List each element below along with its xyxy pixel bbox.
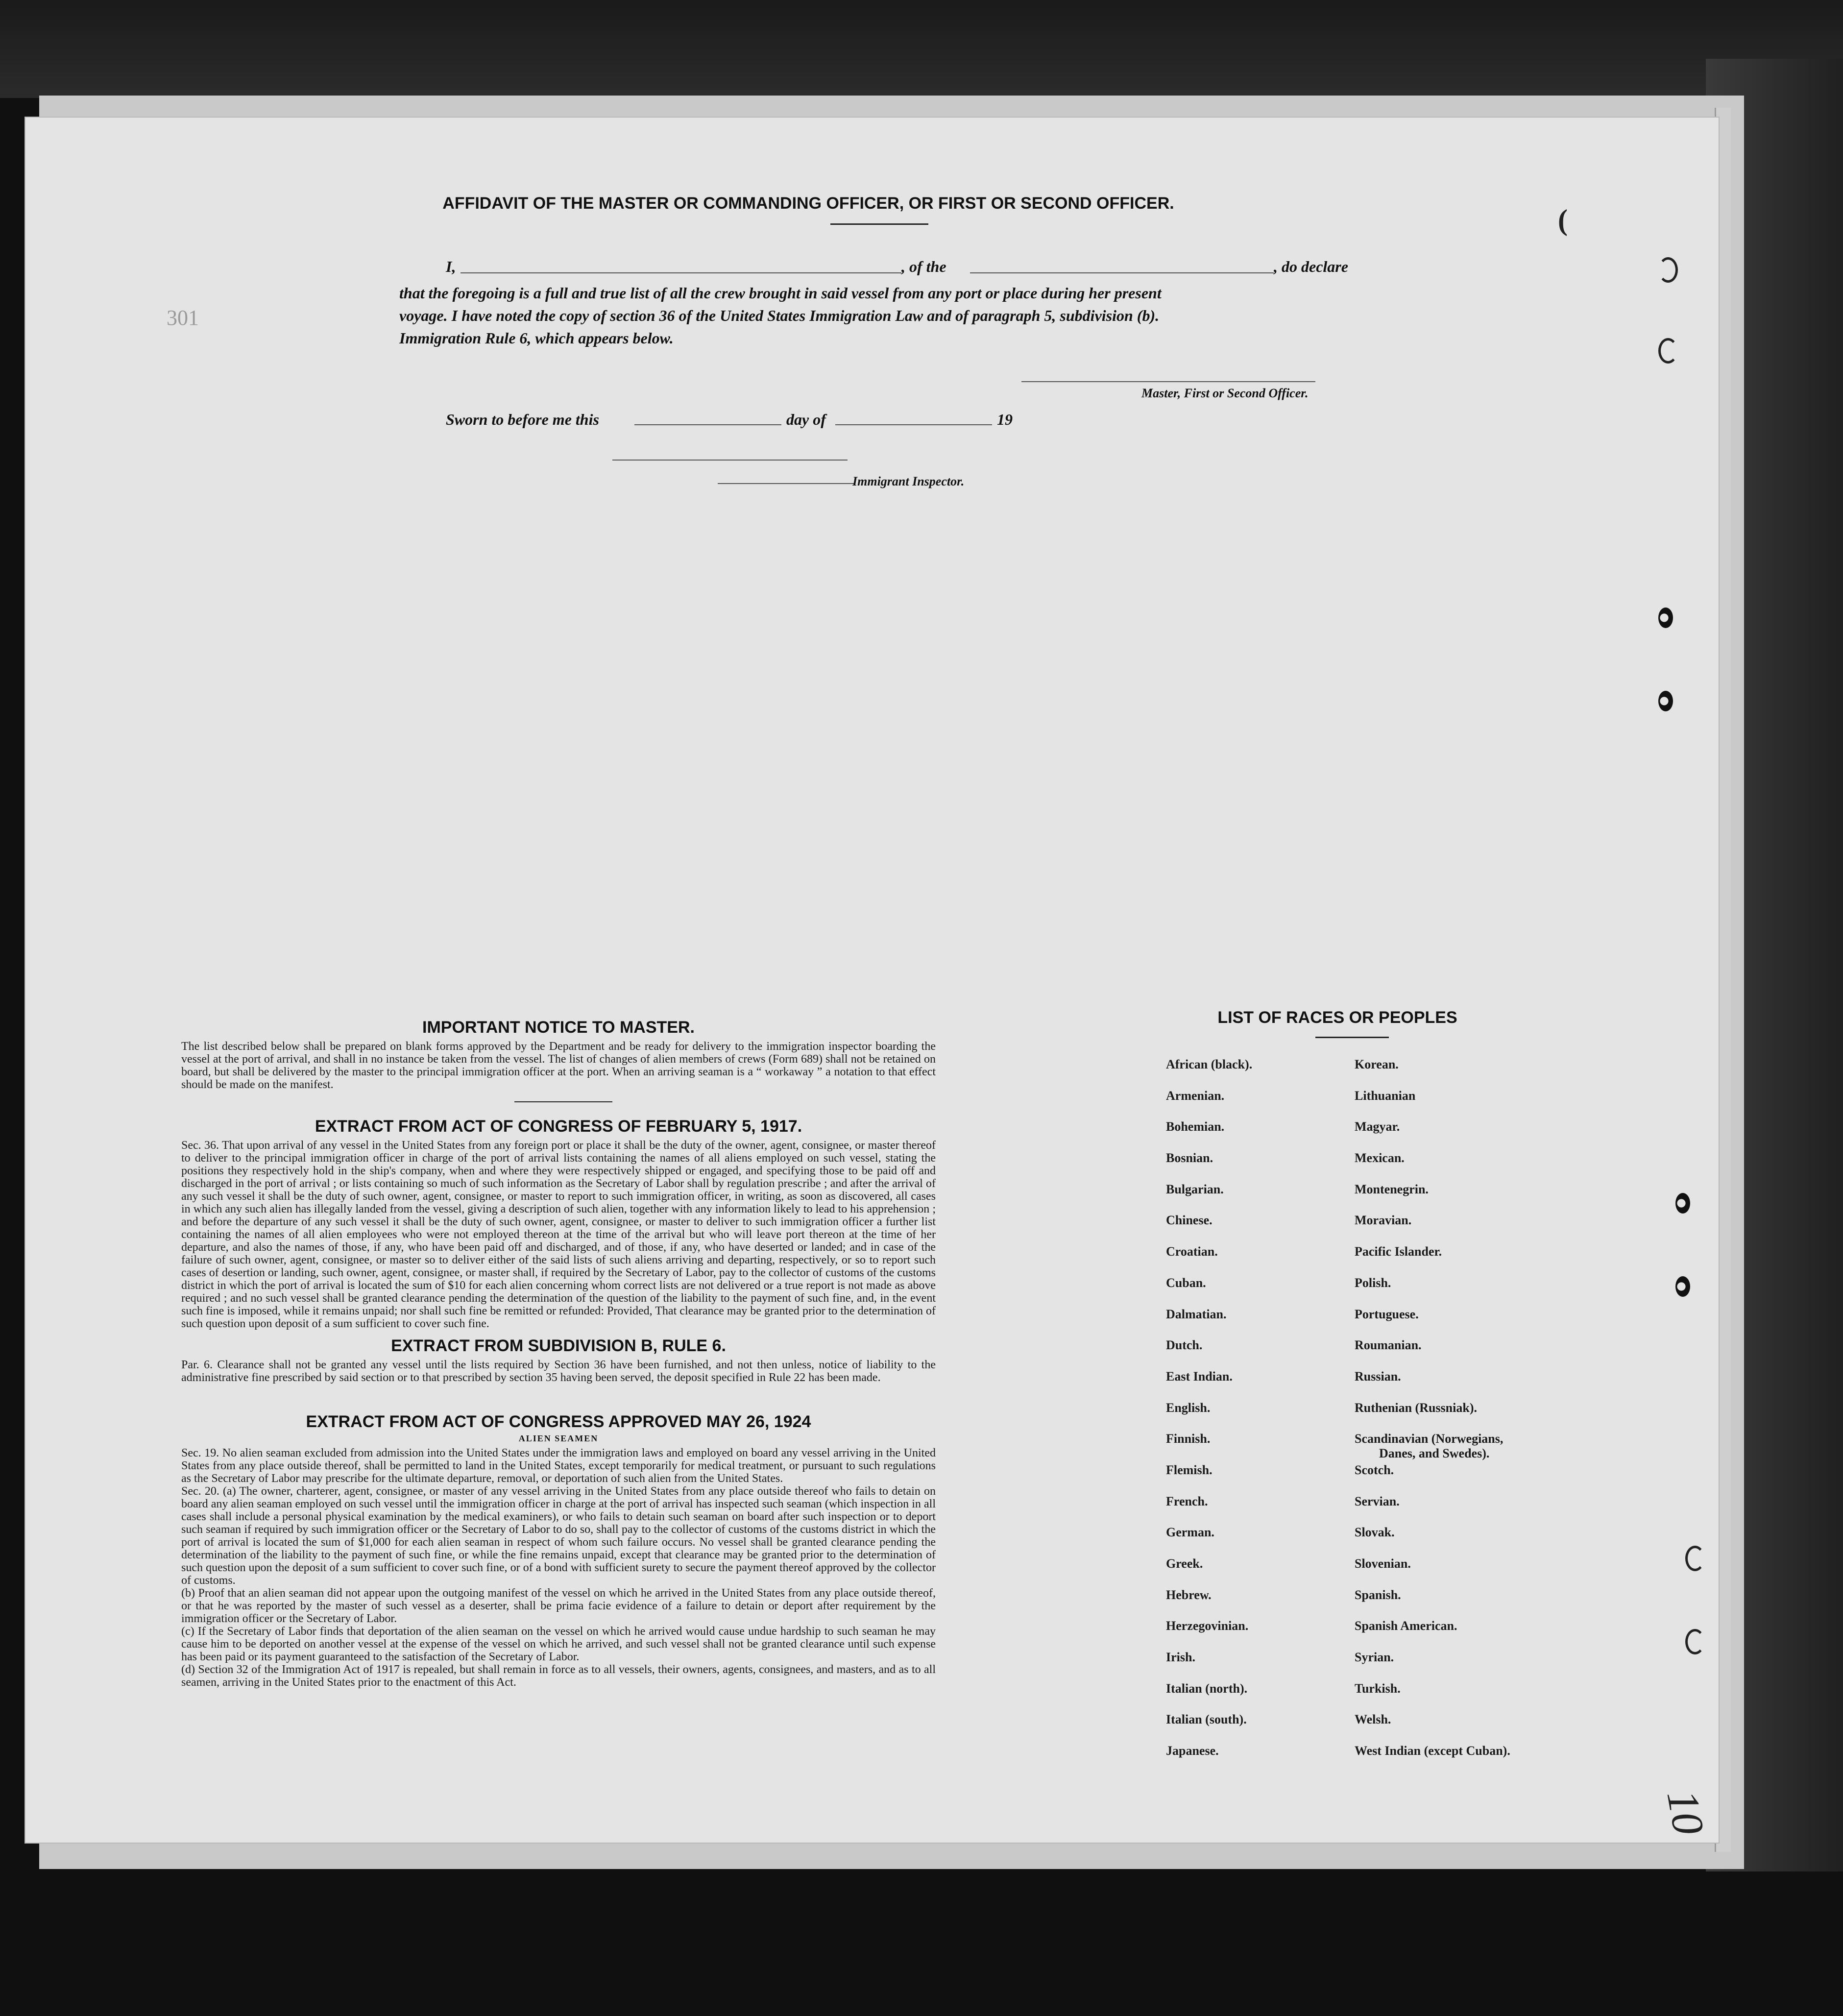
manifest-page — [24, 117, 1720, 1844]
race-item: Slovenian. — [1355, 1556, 1411, 1571]
race-item: Irish. — [1166, 1650, 1195, 1665]
notice-rule — [514, 1101, 612, 1102]
sworn-month-blank — [835, 424, 992, 425]
race-item-continuation: Danes, and Swedes). — [1379, 1446, 1490, 1461]
binder-hole-icon — [1675, 1276, 1690, 1297]
notice-title: IMPORTANT NOTICE TO MASTER. — [422, 1018, 695, 1037]
extract-1924-body: Sec. 19. No alien seaman excluded from admission into the United States under the immigration laws and employed on board any vessel arriving in the United States from any place outside thereof, shall be permitted to land in the United States, except temporarily for medical treatment, or pursuant to such regulations as the Secretary of Labor may prescribe for the ultimate departure, removal, or deportation of such alien from the United States. Sec. 20. (a) The owner, charterer, agent, consignee, or master of any vessel arriving in the United States from any place outside thereof who fails to detain on board any alien seaman employed on such vessel until the immigration officer in charge at the port of arrival has inspected such seaman (which inspection in all cases shall include a personal physical examination by the medical examiners), or who fails to detain such seaman on board after such inspection or to deport such seaman if required by such immigration officer or the Secretary of Labor to do so, shall pay to the collector of customs of the customs district in which the port of arrival is located the sum of $1,000 for each alien seaman in respect of whom such failure occurs. No vessel shall be granted clearance pending the determination of the liability to the payment of such fine, or while the fine remains unpaid, except that clearance may be granted prior to the determination of such question upon the deposit of a sum sufficient to cover such fine, or of a bond with sufficient surety to secure the payment thereof approved by the collector of customs. (b) Proof that an alien seaman did not appear upon the outgoing manifest of the vessel on which he arrived in the United States from any place outside thereof, or that he was reported by the master of such vessel as a deserter, shall be prima facie evidence of a failure to detain or deport after requirement by the immigration officer or the Secretary of Labor. (c) If the Secretary of Labor finds that deportation of the alien seaman on the vessel on which he arrived would cause undue hardship to such seaman he may cause him to be deported on another vessel at the expense of the vessel on which he arrived, and such vessel shall not be granted clearance until such expense has been paid or its payment guaranteed to the satisfaction of the Secretary of Labor. (d) Section 32 of the Immigration Act of 1917 is repealed, but shall remain in force as to all vessels, their owners, agents, consignees, and masters, and as to all seamen, arriving in the United States prior to the enactment of this Act. — [181, 1447, 936, 1689]
race-item: Magyar. — [1355, 1119, 1400, 1134]
master-signature-caption: Master, First or Second Officer. — [1141, 386, 1309, 400]
affidavit-line-3: Immigration Rule 6, which appears below. — [399, 329, 674, 347]
race-item: Syrian. — [1355, 1650, 1394, 1665]
race-item: Scotch. — [1355, 1462, 1394, 1477]
race-item: West Indian (except Cuban). — [1355, 1744, 1510, 1758]
race-item: Bosnian. — [1166, 1151, 1213, 1166]
affidavit-line-1: that the foregoing is a full and true list of all the crew brought in said vessel from any port or place during her present — [399, 284, 1162, 302]
binder-hole-icon — [1675, 1193, 1690, 1214]
inspector-signature-line — [612, 460, 848, 461]
extract-rule6-body: Par. 6. Clearance shall not be granted any vessel until the lists required by Section 36 have been furnished, and not then unless, notice of liability to the administrative fine prescribed by said section or to that prescribed by section 35 having been served, the deposit specified in Rule 22 has been made. — [181, 1359, 936, 1384]
races-title: LIST OF RACES OR PEOPLES — [1217, 1008, 1457, 1027]
master-signature-line — [1021, 381, 1315, 382]
affidavit-of-the: , of the — [901, 258, 946, 275]
page-number-stamp: 301 — [167, 306, 199, 330]
race-item: Herzegovinian. — [1166, 1619, 1249, 1633]
binder-hole-icon — [1685, 1546, 1705, 1571]
film-frame-top — [0, 0, 1843, 98]
extract-rule6-title: EXTRACT FROM SUBDIVISION B, RULE 6. — [391, 1336, 726, 1355]
extract-1917-body: Sec. 36. That upon arrival of any vessel in the United States from any foreign port or place it shall be the duty of the owner, agent, consignee, or master thereof to deliver to the principal immigration officer in charge of the port of arrival lists containing the names of all aliens employed on such vessel, stating the positions they respectively hold in the ship's company, when and where they were respectively shipped or engaged, and specifying those to be paid off and discharged in the port of arrival ; or lists containing so much of such information as the Secretary of Labor shall by regulation prescribe ; and after the arrival of any such vessel it shall be the duty of such owner, agent, consignee, or master to report to such immigration officer, in writing, as soon as discovered, all cases in which any such alien has illegally landed from the vessel, giving a description of such alien, together with any information likely to lead to his apprehension ; and before the departure of any such vessel it shall be the duty of such owner, agent, consignee, or master to deliver to such immigration officer a further list containing the names of all alien employees who were not employed thereon at the time of the arrival but who will leave port thereon at the time of her departure, and also the names of those, if any, who have been paid off and discharged, and of those, if any, who have deserted or landed; and in case of the failure of such owner, agent, consignee, or master so to deliver either of the said lists of such aliens arriving and departing, respectively, or so to report such cases of desertion or landing, such owner, agent, consignee, or master shall, if required by the Secretary of Labor, pay to the collector of customs of the customs district in which the port of arrival is located the sum of $10 for each alien concerning whom correct lists are not delivered or a true report is not made as above required ; and no such vessel shall be granted clearance pending the determination of the question of the liability to the payment of such fine, and, in the event such fine is imposed, while it remains unpaid; nor shall such fine be remitted or refunded: Provided, That clearance may be granted prior to the determination of such question upon deposit of a sum sufficient to cover such fine. — [181, 1139, 936, 1330]
race-item: Turkish. — [1355, 1681, 1401, 1696]
race-item: Dutch. — [1166, 1338, 1203, 1353]
race-item: German. — [1166, 1525, 1214, 1540]
race-item: Slovak. — [1355, 1525, 1395, 1540]
binder-hole-icon — [1685, 1629, 1705, 1654]
race-item: Dalmatian. — [1166, 1307, 1227, 1321]
inspector-caption: Immigrant Inspector. — [852, 474, 965, 488]
race-item: Chinese. — [1166, 1213, 1212, 1228]
race-item: Bohemian. — [1166, 1119, 1225, 1134]
races-rule — [1315, 1037, 1389, 1038]
race-item: Bulgarian. — [1166, 1182, 1224, 1196]
race-item: Armenian. — [1166, 1088, 1225, 1103]
race-item: Japanese. — [1166, 1744, 1219, 1758]
binder-hole-icon — [1658, 338, 1678, 364]
sworn-day-of: day of — [786, 411, 826, 428]
race-item: Hebrew. — [1166, 1587, 1212, 1602]
sworn-label: Sworn to before me this — [446, 411, 599, 428]
name-blank — [461, 272, 901, 273]
race-item: Montenegrin. — [1355, 1182, 1429, 1196]
extract-1924-title: EXTRACT FROM ACT OF CONGRESS APPROVED MAY 26, 1924 — [306, 1412, 811, 1431]
race-item: Welsh. — [1355, 1712, 1391, 1727]
binder-hole-icon — [1658, 691, 1673, 711]
affidavit-i-label: I, — [446, 258, 456, 275]
race-item: Cuban. — [1166, 1275, 1206, 1290]
race-item: Lithuanian — [1355, 1088, 1416, 1103]
race-item: Italian (north). — [1166, 1681, 1248, 1696]
affidavit-title: AFFIDAVIT OF THE MASTER OR COMMANDING OFFICER, OR FIRST OR SECOND OFFICER. — [442, 194, 1174, 213]
sworn-day-blank — [634, 424, 781, 425]
race-item: Roumanian. — [1355, 1338, 1422, 1353]
race-item — [1355, 1432, 1510, 1463]
binder-hole-icon — [1658, 257, 1678, 283]
affidavit-do-declare: , do declare — [1274, 258, 1348, 275]
race-item: Finnish. — [1166, 1432, 1211, 1446]
vessel-blank — [970, 272, 1274, 273]
race-item: East Indian. — [1166, 1369, 1233, 1384]
race-item: Croatian. — [1166, 1244, 1218, 1259]
race-item: Portuguese. — [1355, 1307, 1419, 1321]
race-item: English. — [1166, 1400, 1211, 1415]
binder-hole-icon — [1658, 607, 1673, 628]
extract-1924-subtitle: ALIEN SEAMEN — [518, 1433, 599, 1443]
race-item: Spanish. — [1355, 1587, 1401, 1602]
race-item: Korean. — [1355, 1057, 1399, 1071]
race-item: Greek. — [1166, 1556, 1203, 1571]
races-column-2 — [1355, 1057, 1510, 1775]
race-item: Russian. — [1355, 1369, 1401, 1384]
race-item: Italian (south). — [1166, 1712, 1247, 1727]
race-item: Polish. — [1355, 1275, 1391, 1290]
race-item: Servian. — [1355, 1494, 1400, 1508]
race-item: Flemish. — [1166, 1462, 1212, 1477]
extract-1917-title: EXTRACT FROM ACT OF CONGRESS OF FEBRUARY 5, 1917. — [315, 1117, 802, 1136]
sworn-year-prefix: 19 — [997, 411, 1013, 428]
handwritten-folio-mark: 10 — [1657, 1786, 1713, 1839]
notice-body: The list described below shall be prepared on blank forms approved by the Department and be ready for delivery to the immigration inspector boarding the vessel at the port of arrival, and shall in no instance be taken from the vessel. The list of changes of alien members of crews (Form 689) shall not be retained on board, but shall be delivered by the master to the principal immigration officer at the port. When an arriving seaman is a “ workaway ” a notation to that effect should be made on the manifest. — [181, 1040, 936, 1091]
race-item: Spanish American. — [1355, 1619, 1457, 1633]
inspector-short-line — [718, 483, 855, 484]
race-item: African (black). — [1166, 1057, 1253, 1071]
affidavit-line-2: voyage. I have noted the copy of section 36 of the United States Immigration Law and of paragraph 5, subdivision (b). — [399, 307, 1160, 324]
race-item: Ruthenian (Russniak). — [1355, 1400, 1477, 1415]
title-rule — [830, 223, 928, 225]
race-item: Pacific Islander. — [1355, 1244, 1442, 1259]
race-item: French. — [1166, 1494, 1208, 1508]
race-item-text: Scandinavian (Norwegians, — [1355, 1432, 1504, 1446]
race-item: Moravian. — [1355, 1213, 1412, 1228]
races-column-1 — [1166, 1057, 1252, 1775]
race-item: Mexican. — [1355, 1151, 1405, 1166]
pencil-mark-icon: ( — [1558, 204, 1568, 236]
